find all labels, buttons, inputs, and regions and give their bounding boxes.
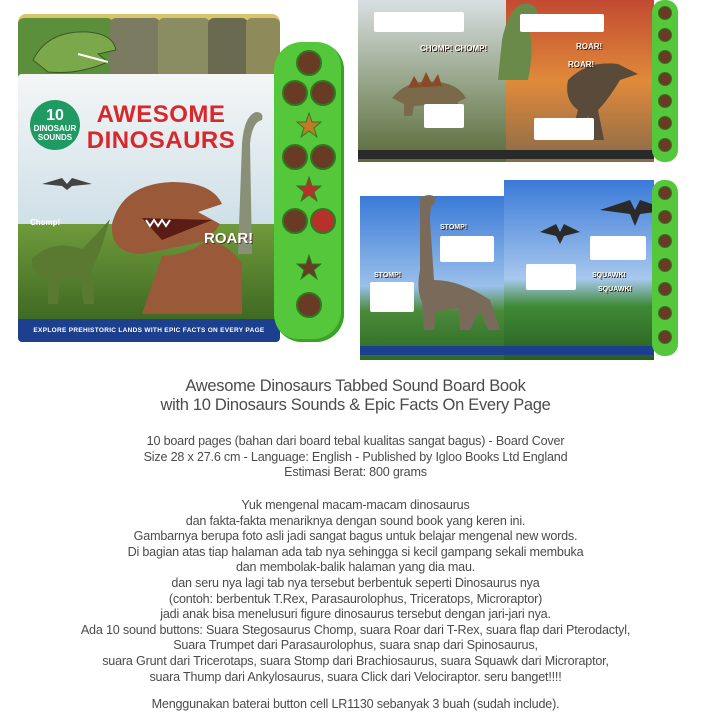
product-description <box>0 498 711 685</box>
sound-button-6 <box>282 208 308 234</box>
mini-sound-button <box>658 50 672 64</box>
mini-sound-button <box>658 234 672 248</box>
battery-line: Menggunakan baterai button cell LR1130 sebanyak 3 buah (sudah include). <box>151 697 560 711</box>
sound-button-8 <box>296 292 322 318</box>
sfx-stomp-text-2: STOMP! <box>374 272 402 279</box>
sound-button-1 <box>296 50 322 76</box>
star-button-icon <box>296 112 322 138</box>
cover-front <box>18 74 280 342</box>
description-line: jadi anak bisa menelusuri figure dinosaurus tersebut dengan jari-jari nya. <box>160 607 551 622</box>
spec-line: 10 board pages (bahan dari board tebal kualitas sangat bagus) - Board Cover <box>146 434 565 448</box>
mini-sound-button <box>658 138 672 152</box>
product-title-line: with 10 Dinosaurs Sounds & Epic Facts On Every Page <box>160 396 551 414</box>
cover-roar-text: ROAR! <box>204 230 254 247</box>
cover-chomp-text: Chomp! <box>30 218 61 227</box>
sfx-squawk-text-1: SQUAWK! <box>592 272 626 279</box>
star-button-icon <box>296 176 322 202</box>
badge-number: 10 <box>46 107 64 124</box>
description-line: dan membolak-balik halaman yang dia mau. <box>235 560 476 575</box>
description-line: dan seru nya lagi tab nya tersebut berbentuk seperti Dinosaurus nya <box>171 575 540 590</box>
fact-textbox <box>534 118 594 140</box>
description-line: (contoh: berbentuk T.Rex, Parasaurolophus, Triceratops, Microraptor) <box>168 591 543 606</box>
sfx-chomp-text: CHOMP! CHOMP! <box>420 44 488 53</box>
inner-spread-top-image <box>358 0 680 162</box>
cover-title-line2: DINOSAURS <box>86 127 236 154</box>
sound-button-7 <box>310 208 336 234</box>
description-line: Ada 10 sound buttons: Suara Stegosaurus Chomp, suara Roar dari T-Rex, suara flap dari Pterodactyl, <box>80 622 631 637</box>
sound-button-strip <box>274 42 344 342</box>
mini-sound-button <box>658 116 672 130</box>
spinosaurus-icon <box>488 0 548 80</box>
cover-bottom-bar: EXPLORE PREHISTORIC LANDS WITH EPIC FACTS ON EVERY PAGE <box>18 319 280 342</box>
mini-sound-strip <box>652 180 678 356</box>
brachiosaurus-page-icon <box>400 190 510 340</box>
description-line: Suara Trumpet dari Parasaurolophus, suara snap dari Spinosaurus, <box>173 638 538 653</box>
sound-button-2 <box>282 80 308 106</box>
sound-button-4 <box>282 144 308 170</box>
mini-sound-button <box>658 28 672 42</box>
fact-textbox <box>520 14 604 32</box>
mini-sound-button <box>658 186 672 200</box>
badge-text: DINOSAUR SOUNDS <box>33 124 77 142</box>
spread-bottom-caption-strip <box>360 346 654 355</box>
mini-sound-button <box>658 72 672 86</box>
pterodactyl-icon <box>42 174 92 194</box>
spec-line: Estimasi Berat: 800 grams <box>284 465 427 479</box>
mini-sound-strip <box>652 0 678 162</box>
parasaurolophus-icon <box>22 199 112 309</box>
sfx-stomp-text-1: STOMP! <box>440 224 468 231</box>
description-line: suara Thump dari Ankylosaurus, suara Click dari Velociraptor. seru banget!!!! <box>149 669 562 684</box>
description-line: dan fakta-fakta menariknya dengan sound book yang keren ini. <box>185 513 526 528</box>
book-cover-image <box>18 14 342 334</box>
cover-title <box>86 102 236 154</box>
mini-sound-button <box>658 282 672 296</box>
inner-spread-bottom-image <box>360 180 684 360</box>
fact-textbox <box>370 282 414 312</box>
mini-sound-button <box>658 94 672 108</box>
description-line: Gambarnya berupa foto asli jadi sangat bagus untuk belajar mengenal new words. <box>133 529 578 544</box>
spec-line: Size 28 x 27.6 cm - Language: English - Published by Igloo Books Ltd England <box>143 449 568 464</box>
mini-sound-button <box>658 210 672 224</box>
product-title <box>0 377 711 415</box>
product-title-line: Awesome Dinosaurs Tabbed Sound Board Book <box>185 377 526 395</box>
sfx-squawk-text-2: SQUAWK! <box>598 286 632 293</box>
microraptor-small-icon <box>540 212 580 252</box>
fact-textbox <box>590 236 646 260</box>
product-specs <box>0 434 711 481</box>
sfx-roar-text-2: ROAR! <box>568 60 595 69</box>
mini-sound-button <box>658 258 672 272</box>
mini-sound-button <box>658 330 672 344</box>
mini-sound-button <box>658 6 672 20</box>
cover-title-line1: AWESOME <box>96 101 226 128</box>
mini-sound-button <box>658 306 672 320</box>
spread-top-caption-strip <box>358 150 654 159</box>
sound-button-3 <box>310 80 336 106</box>
trex-head-icon <box>28 20 118 80</box>
star-button-icon <box>296 254 322 280</box>
description-line: Di bagian atas tiap halaman ada tab nya sehingga si kecil gampang sekali membuka <box>127 544 584 559</box>
fact-textbox <box>424 104 464 128</box>
fact-textbox <box>440 236 494 262</box>
sfx-roar-text-1: ROAR! <box>576 42 603 51</box>
description-line: suara Grunt dari Tricerotaps, suara Stomp dari Brachiosaurus, suara Squawk dari Microraptor, <box>102 653 609 668</box>
battery-info <box>0 697 711 713</box>
fact-textbox <box>526 264 576 290</box>
sound-count-badge <box>30 100 80 150</box>
fact-textbox <box>374 12 464 32</box>
description-line: Yuk mengenal macam-macam dinosaurus <box>241 498 470 512</box>
sound-button-5 <box>310 144 336 170</box>
